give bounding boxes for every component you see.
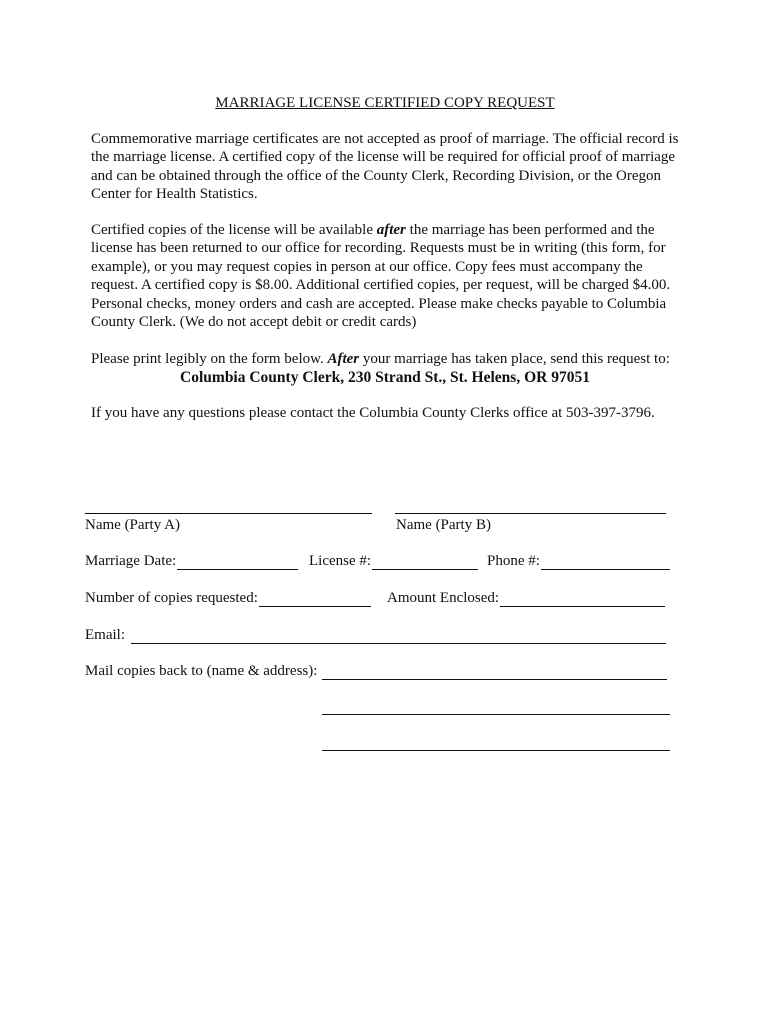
- license-number-input-line[interactable]: [372, 555, 478, 570]
- mailing-address: Columbia County Clerk, 230 Strand St., St. Helens, OR 97051: [180, 369, 590, 386]
- license-number-field: [309, 552, 478, 570]
- copies-requested-input-line[interactable]: [259, 592, 371, 607]
- email-input-line[interactable]: [131, 629, 666, 644]
- contact-paragraph: If you have any questions please contact the Columbia County Clerks office at 503-397-3796.: [91, 405, 655, 421]
- mail-back-input-line-2[interactable]: [322, 714, 670, 715]
- amount-enclosed-field: [387, 589, 665, 607]
- party-b-label: Name (Party B): [396, 517, 491, 533]
- copies-paragraph-emphasis: after: [376, 222, 406, 238]
- phone-input-line[interactable]: [541, 555, 670, 570]
- instructions-emphasis: After: [327, 351, 360, 367]
- copies-paragraph-text-2: the marriage has been performed and the license has been returned to our office for recording. Requests must be in writing (this form, for example), or you may request copies in person at our office. Copy fees must accompany the request. A certified copy is $8.00. Additional certified copies, per request, will be charged $4.00. Personal checks, money orders and cash are accepted. Please make checks payable to Columbia County Clerk. (We do not accept debit or credit cards): [91, 222, 671, 331]
- instructions-text-2: your marriage has taken place, send this request to:: [359, 351, 670, 367]
- marriage-date-field: [85, 552, 298, 570]
- mail-back-label: Mail copies back to (name & address):: [85, 663, 318, 679]
- copies-paragraph: [91, 221, 691, 331]
- marriage-date-label: Marriage Date:: [85, 553, 177, 569]
- party-a-label: Name (Party A): [85, 517, 180, 533]
- copies-paragraph-text-1: Certified copies of the license will be available: [91, 222, 377, 238]
- marriage-date-input-line[interactable]: [177, 555, 298, 570]
- party-a-name-line[interactable]: [85, 513, 372, 514]
- copies-requested-field: [85, 589, 371, 607]
- phone-field: [487, 552, 670, 570]
- document-title: MARRIAGE LICENSE CERTIFIED COPY REQUEST: [215, 95, 555, 111]
- mail-back-field: [85, 662, 667, 680]
- amount-enclosed-input-line[interactable]: [500, 592, 665, 607]
- instructions-paragraph: [91, 350, 691, 368]
- license-number-label: License #:: [309, 553, 372, 569]
- amount-enclosed-label: Amount Enclosed:: [387, 590, 500, 606]
- email-field: [85, 626, 666, 644]
- phone-label: Phone #:: [487, 553, 540, 569]
- mail-back-input-line-3[interactable]: [322, 750, 670, 751]
- email-label: Email:: [85, 627, 125, 643]
- instructions-text-1: Please print legibly on the form below.: [91, 351, 328, 367]
- party-b-name-line[interactable]: [395, 513, 666, 514]
- intro-paragraph: Commemorative marriage certificates are not accepted as proof of marriage. The official record is the marriage license. A certified copy of the license will be required for official proof of marriage and can be obtained through the office of the County Clerk, Recording Division, or the Oregon Center for Health Statistics.: [91, 131, 679, 203]
- mail-back-input-line-1[interactable]: [322, 665, 667, 680]
- copies-requested-label: Number of copies requested:: [85, 590, 258, 606]
